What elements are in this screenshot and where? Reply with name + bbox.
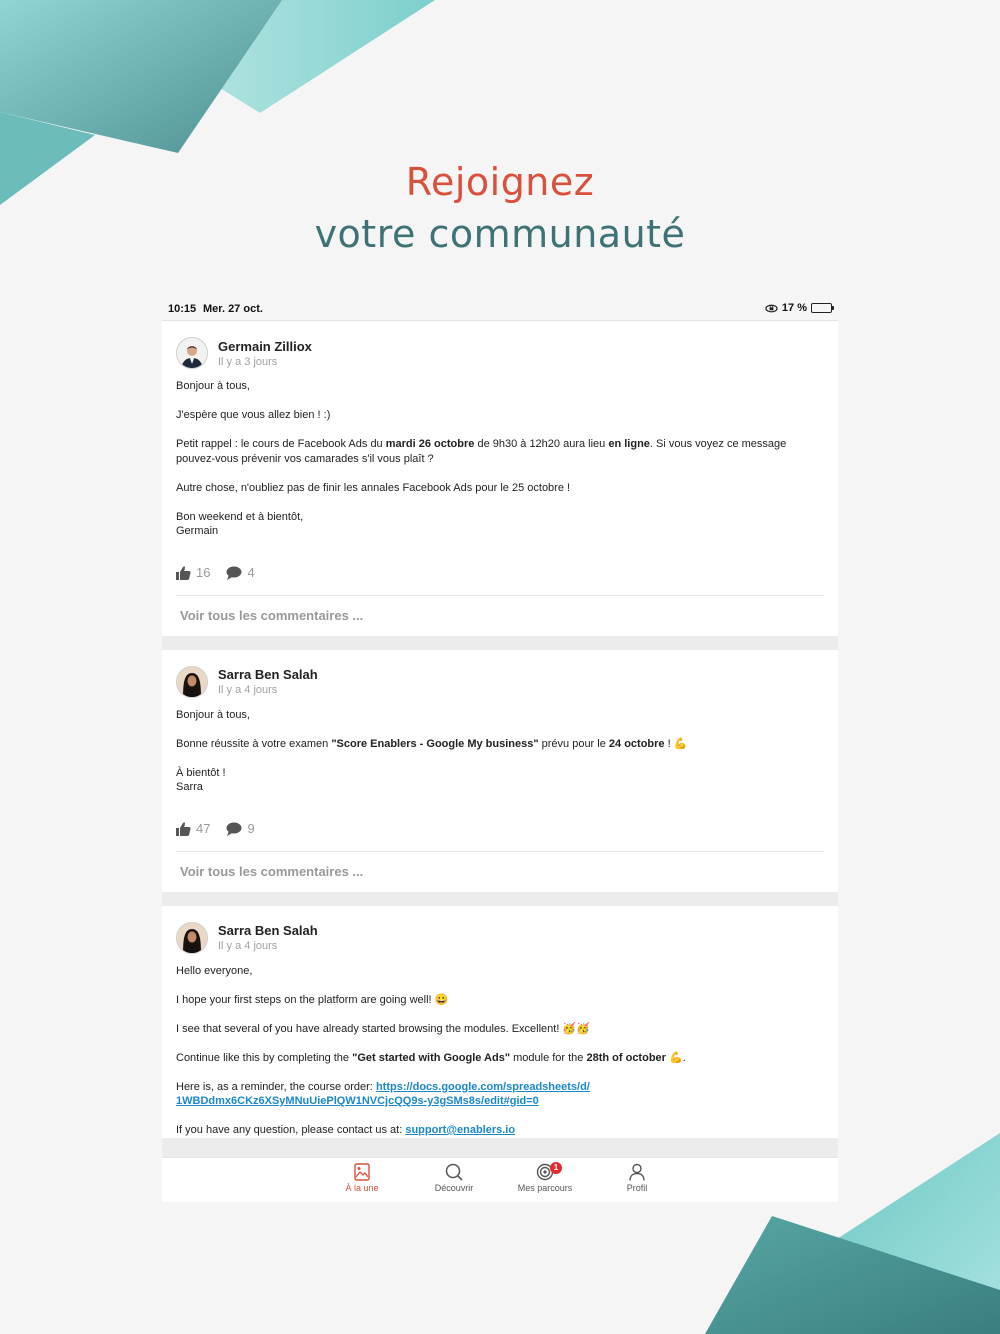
post-stats [176,817,824,841]
post-paragraph [176,1051,824,1066]
post-time: Il y a 4 jours [218,940,278,952]
text-run: ! 💪 [664,737,688,750]
text-bold: mardi 26 octobre [385,438,475,450]
text-bold: en ligne [608,438,650,450]
post-paragraph: Autre chose, n'oubliez pas de finir les annales Facebook Ads pour le 25 octobre ! [176,481,571,494]
headline-line-1: Rejoignez [405,160,595,204]
post-card [162,321,838,636]
comment-count: 9 [247,821,255,836]
post-paragraph [176,437,824,466]
post-card [162,906,838,1138]
like-count: 47 [196,821,211,836]
text-run: Petit rappel : le cours de Facebook Ads du [176,438,386,450]
like-count: 16 [196,565,211,580]
headline-line-2: votre communauté [314,212,686,256]
device-screen [162,298,838,1202]
post-stats [176,561,824,585]
text-run: À bientôt ! [176,766,226,779]
battery-percent: 17 % [781,302,807,314]
like-button[interactable] [176,565,210,580]
status-time: 10:15 [168,303,197,315]
status-date: Mer. 27 oct. [203,303,263,315]
author-name[interactable]: Sarra Ben Salah [218,667,318,682]
status-bar [162,298,838,321]
tab-label: Mes parcours [517,1183,573,1193]
text-run: Continue like this by completing the [176,1051,353,1064]
post-author [176,664,824,700]
comment-icon [226,566,242,580]
tab-mes-parcours[interactable] [510,1163,580,1193]
post-card [162,650,838,892]
link-part: https://docs.google.com/spreadsheets/d/ [375,1080,590,1093]
text-bold: "Score Enablers - Google My business" [331,737,539,750]
post-author [176,920,824,956]
post-paragraph [176,1080,824,1109]
comment-button[interactable] [226,565,254,580]
news-feed[interactable] [162,321,838,1157]
tab-decouvrir[interactable] [419,1163,489,1193]
text-run: If you have any question, please contact us at: [176,1124,406,1136]
author-name[interactable]: Sarra Ben Salah [218,923,318,938]
post-paragraph [176,510,824,539]
post-body [176,379,824,539]
comment-icon [226,822,242,836]
link-part: 1WBDdmx6CKz6XSyMNuUiePlQW1NVCjcQQ9s-y3gSMs8s/edit#gid=0 [176,1095,539,1107]
text-run: 💪. [665,1051,686,1064]
post-author [176,335,824,371]
text-run: prévu pour le [538,737,609,750]
post-body [176,708,824,795]
thumbs-up-icon [176,822,191,836]
comment-button[interactable] [226,821,254,836]
orientation-lock-icon [765,304,778,313]
text-run: module for the [510,1051,587,1064]
support-email-link[interactable]: support@enablers.io [405,1124,516,1136]
post-paragraph: Hello everyone, [176,964,253,977]
avatar[interactable] [176,666,208,698]
post-paragraph: Bonjour à tous, [176,708,250,721]
text-run: Germain [176,525,219,537]
post-paragraph [176,737,824,752]
avatar[interactable] [176,337,208,369]
post-time: Il y a 4 jours [218,684,278,696]
thumbs-up-icon [176,566,191,580]
text-run: de 9h30 à 12h20 aura lieu [474,438,609,450]
text-bold: 28th of october [586,1051,666,1064]
like-button[interactable] [176,821,210,836]
text-run: Sarra [176,781,203,793]
text-bold: "Get started with Google Ads" [352,1051,511,1064]
tab-a-la-une[interactable] [327,1163,397,1193]
text-run: Bon weekend et à bientôt, [176,510,304,523]
avatar[interactable] [176,922,208,954]
user-icon [628,1163,646,1181]
post-paragraph [176,766,824,795]
battery-icon [811,303,832,313]
post-body [176,964,824,1138]
post-paragraph: I hope your first steps on the platform are going well! 😀 [176,993,449,1006]
image-icon [354,1163,370,1181]
comment-count: 4 [247,565,255,580]
view-comments-link[interactable]: Voir tous les commentaires ... [180,863,364,879]
post-paragraph: J'espère que vous allez bien ! :) [176,409,331,421]
text-bold: 24 octobre [608,737,665,750]
tab-bar [162,1157,838,1202]
tab-label: À la une [345,1183,379,1193]
tab-label: Profil [626,1183,648,1193]
text-run: Here is, as a reminder, the course order: [176,1080,376,1093]
tab-label: Découvrir [434,1183,474,1193]
post-paragraph: I see that several of you have already started browsing the modules. Excellent! 🥳🥳 [176,1022,590,1035]
text-run: Bonne réussite à votre examen [176,737,332,750]
status-right [765,302,832,314]
view-comments-link[interactable]: Voir tous les commentaires ... [180,607,364,623]
notification-badge: 1 [550,1162,562,1174]
author-name[interactable]: Germain Zilliox [218,338,312,354]
post-paragraph: Bonjour à tous, [176,380,250,392]
text-run: . Si vous voyez ce message pouvez-vous prévenir vos camarades s'il vous plaît ? [176,438,787,465]
post-time: Il y a 3 jours [218,355,278,368]
search-icon [445,1163,463,1181]
post-paragraph [176,1123,824,1138]
tab-profil[interactable] [602,1163,672,1193]
